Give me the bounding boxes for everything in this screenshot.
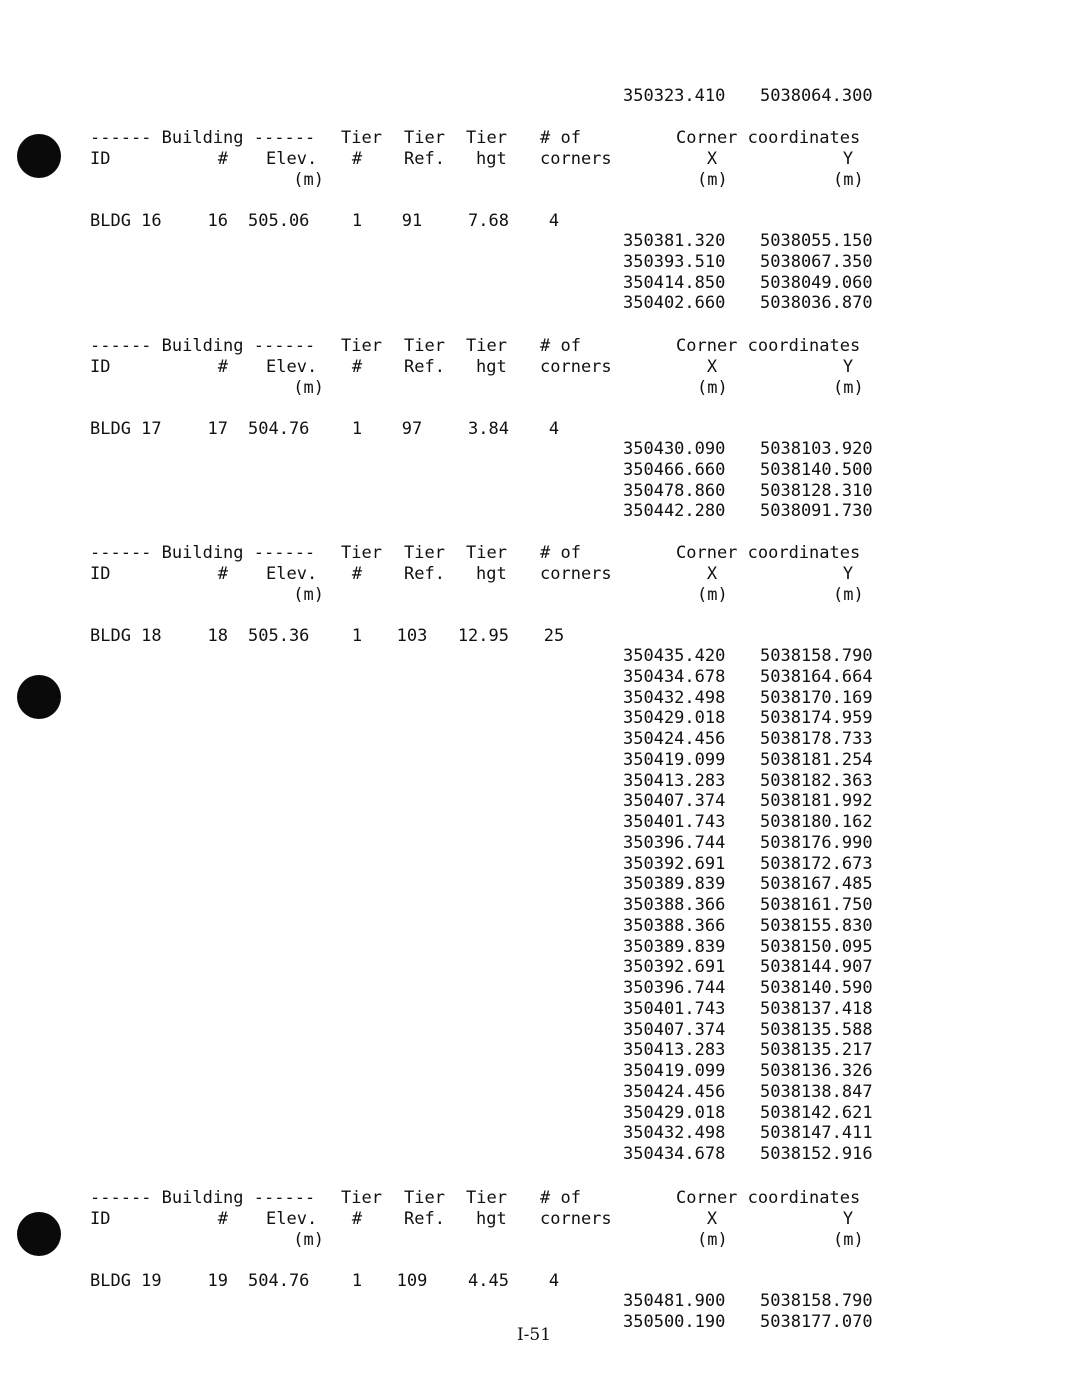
header-unit-x: (m) [697,585,728,605]
header-building: ------ Building ------ [90,336,316,356]
corner-x: 350434.678 [623,1144,726,1164]
header-id: ID [90,149,111,169]
corner-y: 5038103.920 [760,439,873,459]
corner-x: 350389.839 [623,936,726,957]
header-tier-num: # [351,149,363,169]
header-y: Y [842,149,854,169]
corner-y: 5038176.990 [760,832,873,853]
header-tier-2: Tier [404,128,445,148]
corner-x: 350396.744 [623,832,726,853]
building-num: 19 [207,1271,228,1291]
tier-num: 1 [351,419,363,439]
header-tier-1: Tier [341,336,382,356]
header-ref: Ref. [404,1209,445,1229]
corner-x: 350478.860 [623,480,726,501]
corner-y: 5038067.350 [760,251,873,272]
corner-y: 5038178.733 [760,729,873,749]
corner-x: 350430.090 [623,439,726,459]
header-tier-num: # [351,564,363,584]
corner-x: 350401.743 [623,998,726,1019]
corner-y: 5038036.870 [760,293,873,314]
building-elev: 505.36 [248,626,310,646]
header-num-of: # of [540,543,581,563]
punch-hole-bottom [17,1212,61,1256]
header-elev: Elev. [266,149,318,169]
building-elev: 504.76 [248,419,310,439]
corner-x: 350388.366 [623,915,726,936]
corner-y: 5038180.162 [760,812,873,832]
corner-y: 5038181.992 [760,791,873,812]
corner-y: 5038172.673 [760,853,873,874]
header-unit-elev: (m) [293,585,324,605]
header-ref: Ref. [404,149,445,169]
corner-y: 5038135.588 [760,1019,873,1040]
corner-x: 350388.366 [623,895,726,915]
corner-y: 5038181.254 [760,749,873,770]
corner-x: 350401.743 [623,812,726,832]
header-hgt: hgt [476,149,507,169]
corner-x: 350419.099 [623,1061,726,1081]
corner-x: 350481.900 [623,1291,726,1311]
corner-x: 350407.374 [623,791,726,812]
header-tier-2: Tier [404,1188,445,1208]
corner-x: 350402.660 [623,293,726,314]
corner-x: 350419.099 [623,749,726,770]
header-building: ------ Building ------ [90,1188,316,1208]
header-y: Y [842,1209,854,1229]
corner-y: 5038174.959 [760,708,873,729]
header-x: X [706,564,718,584]
header-unit-elev: (m) [293,170,324,190]
header-y: Y [842,564,854,584]
header-unit-y: (m) [833,1230,864,1250]
header-building: ------ Building ------ [90,128,316,148]
corner-x: 350432.498 [623,1123,726,1144]
header-tier-num: # [351,1209,363,1229]
tier-num: 1 [351,626,363,646]
header-unit-x: (m) [697,170,728,190]
corner-y: 5038136.326 [760,1061,873,1081]
corner-x: 350429.018 [623,1102,726,1123]
corner-count: 4 [548,419,560,439]
tier-num: 1 [351,211,363,231]
corner-y: 5038170.169 [760,687,873,708]
tier-num: 1 [351,1271,363,1291]
header-hgt: hgt [476,357,507,377]
header-tier-1: Tier [341,1188,382,1208]
corner-y: 5038158.790 [760,646,873,666]
tier-height: 3.84 [468,419,509,439]
corner-y: 5038155.830 [760,915,873,936]
header-tier-1: Tier [341,543,382,563]
tier-height: 4.45 [468,1271,509,1291]
header-ref: Ref. [404,564,445,584]
header-elev: Elev. [266,1209,318,1229]
corner-y: 5038164.664 [760,666,873,687]
building-elev: 505.06 [248,211,310,231]
tier-height: 12.95 [457,626,509,646]
header-unit-elev: (m) [293,1230,324,1250]
header-tier-3: Tier [466,336,507,356]
header-unit-y: (m) [833,378,864,398]
corner-y: 5038150.095 [760,936,873,957]
header-corners: corners [540,357,612,377]
building-num: 16 [207,211,228,231]
header-tier-2: Tier [404,336,445,356]
header-building-num: # [217,1209,228,1229]
corner-y: 5038140.590 [760,978,873,998]
corner-x: 350424.456 [623,1081,726,1102]
header-hgt: hgt [476,1209,507,1229]
header-ref: Ref. [404,357,445,377]
corner-x: 350396.744 [623,978,726,998]
header-hgt: hgt [476,564,507,584]
header-elev: Elev. [266,357,318,377]
corner-y: 5038161.750 [760,895,873,915]
corner-y: 5038152.916 [760,1144,873,1164]
corner-x: 350407.374 [623,1019,726,1040]
building-elev: 504.76 [248,1271,310,1291]
corner-y: 5038049.060 [760,272,873,293]
corner-y: 5038142.621 [760,1102,873,1123]
page-number: I-51 [516,1325,552,1345]
corner-x: 350381.320 [623,231,726,251]
tier-height: 7.68 [468,211,509,231]
header-x: X [706,1209,718,1229]
corner-x: 350413.283 [623,770,726,791]
header-corner-coordinates: Corner coordinates [676,543,861,563]
header-unit-y: (m) [833,170,864,190]
corner-count: 4 [548,1271,560,1291]
corner-count: 4 [548,211,560,231]
top-coordinate-x: 350323.410 [623,86,726,106]
tier-ref: 109 [396,1271,428,1291]
corner-y: 5038167.485 [760,874,873,895]
header-building-num: # [217,149,228,169]
corner-y: 5038158.790 [760,1291,873,1311]
header-tier-1: Tier [341,128,382,148]
corner-y: 5038147.411 [760,1123,873,1144]
punch-hole-middle [17,675,61,719]
punch-hole-top [17,134,61,178]
corner-x: 350442.280 [623,501,726,522]
corner-x: 350434.678 [623,666,726,687]
corner-x: 350466.660 [623,459,726,480]
corner-y: 5038137.418 [760,998,873,1019]
corner-x: 350392.691 [623,957,726,978]
header-building-num: # [217,357,228,377]
corner-count: 25 [543,626,565,646]
corner-x: 350500.190 [623,1311,726,1332]
header-id: ID [90,1209,111,1229]
corner-y: 5038128.310 [760,480,873,501]
corner-y: 5038144.907 [760,957,873,978]
tier-ref: 91 [401,211,423,231]
header-elev: Elev. [266,564,318,584]
header-id: ID [90,564,111,584]
header-tier-num: # [351,357,363,377]
building-num: 18 [207,626,228,646]
corner-x: 350414.850 [623,272,726,293]
corner-y: 5038177.070 [760,1311,873,1332]
corner-x: 350392.691 [623,853,726,874]
top-coordinate-y: 5038064.300 [760,86,873,106]
corner-y: 5038140.500 [760,459,873,480]
header-x: X [706,149,718,169]
building-id: BLDG 19 [90,1271,162,1291]
header-unit-y: (m) [833,585,864,605]
header-x: X [706,357,718,377]
corner-x: 350413.283 [623,1040,726,1061]
header-corners: corners [540,564,612,584]
corner-y: 5038091.730 [760,501,873,522]
header-unit-x: (m) [697,1230,728,1250]
building-id: BLDG 16 [90,211,162,231]
building-id: BLDG 17 [90,419,162,439]
tier-ref: 103 [396,626,428,646]
corner-x: 350429.018 [623,708,726,729]
header-unit-x: (m) [697,378,728,398]
header-corner-coordinates: Corner coordinates [676,336,861,356]
corner-x: 350435.420 [623,646,726,666]
header-num-of: # of [540,128,581,148]
tier-ref: 97 [401,419,423,439]
corner-x: 350424.456 [623,729,726,749]
header-corner-coordinates: Corner coordinates [676,128,861,148]
header-tier-3: Tier [466,543,507,563]
header-unit-elev: (m) [293,378,324,398]
building-id: BLDG 18 [90,626,162,646]
header-num-of: # of [540,1188,581,1208]
corner-x: 350432.498 [623,687,726,708]
corner-y: 5038182.363 [760,770,873,791]
header-id: ID [90,357,111,377]
header-tier-2: Tier [404,543,445,563]
corner-y: 5038055.150 [760,231,873,251]
corner-y: 5038135.217 [760,1040,873,1061]
corner-y: 5038138.847 [760,1081,873,1102]
corner-x: 350389.839 [623,874,726,895]
header-corners: corners [540,1209,612,1229]
header-y: Y [842,357,854,377]
building-num: 17 [207,419,228,439]
header-corners: corners [540,149,612,169]
header-tier-3: Tier [466,128,507,148]
header-num-of: # of [540,336,581,356]
header-tier-3: Tier [466,1188,507,1208]
corner-x: 350393.510 [623,251,726,272]
header-building: ------ Building ------ [90,543,316,563]
header-building-num: # [217,564,228,584]
header-corner-coordinates: Corner coordinates [676,1188,861,1208]
